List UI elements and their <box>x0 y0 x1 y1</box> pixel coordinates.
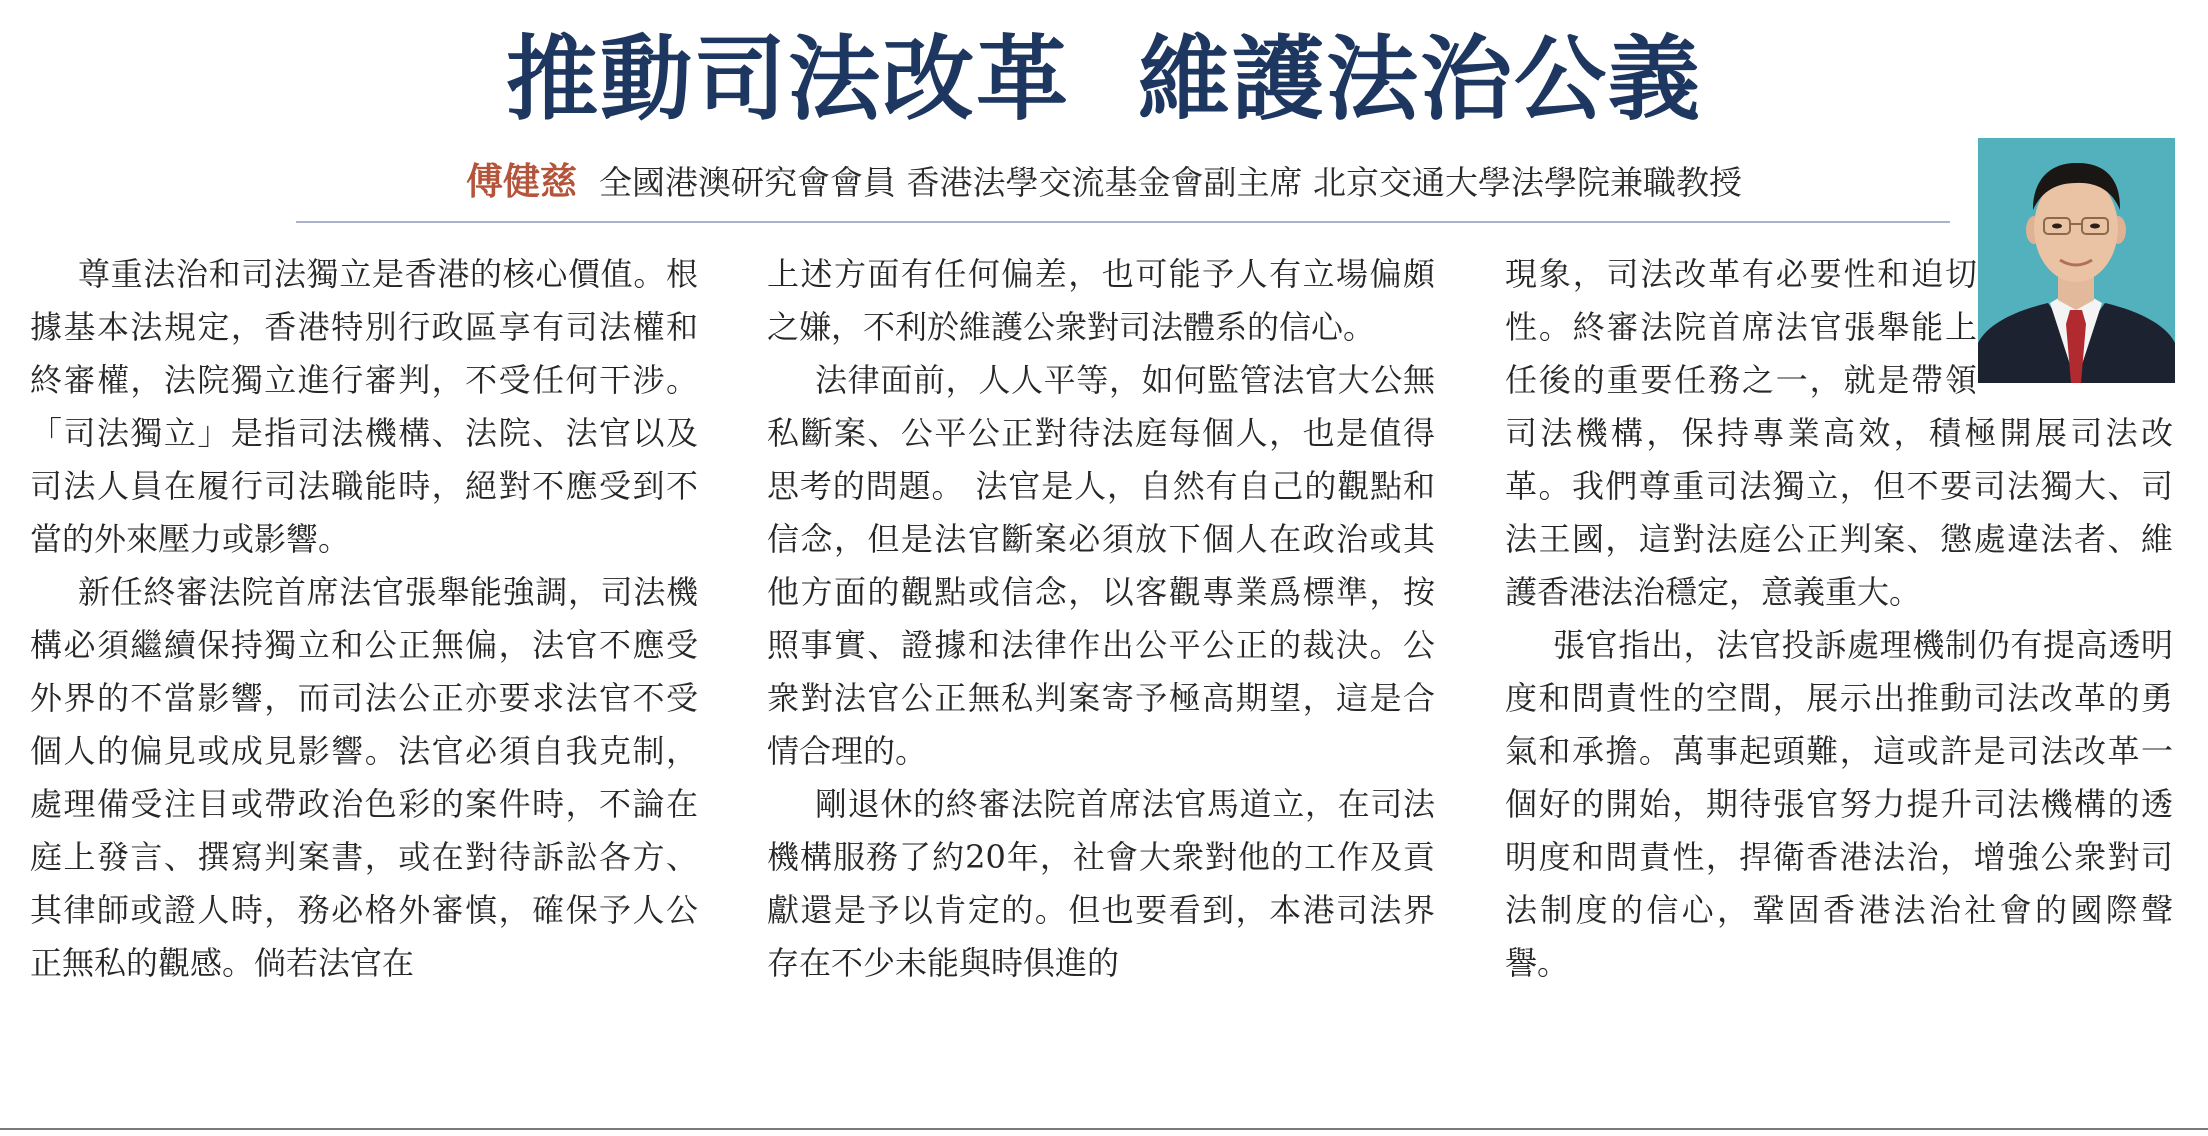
paragraph-5: 張官指出，法官投訴處理機制仍有提高透明度和問責性的空間，展示出推動司法改革的勇氣和承擔。萬事起頭難，這或許是司法改革一個好的開始，期待張官努力提升司法機構的透明度和問責性，捍衛香港法治，增強公衆對司法制度的信心，鞏固香港法治社會的國際聲譽。 <box>1505 626 2173 982</box>
paragraph-3: 法律面前，人人平等，如何監管法官大公無私斷案、公平公正對待法庭每個人，也是值得思考的問題。 法官是人，自然有自己的觀點和信念，但是法官斷案必須放下個人在政治或其他方面的觀點或信念，以客觀專業爲標準，按照事實、證據和法律作出公平公正的裁決。公衆對法官公正無私判案寄予極高期望，這是合情合理的。 <box>767 361 1435 770</box>
column-3 <box>1505 248 2173 990</box>
photo-space <box>2003 248 2200 383</box>
author-titles: 全國港澳研究會會員 香港法學交流基金會副主席 北京交通大學法學院兼職教授 <box>599 163 1742 202</box>
byline <box>0 152 2208 213</box>
headline: 推動司法改革 維護法治公義 <box>505 26 1703 133</box>
author-name: 傅健慈 <box>466 160 577 203</box>
paragraph-2: 新任終審法院首席法官張舉能強調，司法機構必須繼續保持獨立和公正無偏，法官不應受外界的不當影響，而司法公正亦要求法官不受個人的偏見或成見影響。法官必須自我克制，處理備受注目或帶政治色彩的案件時，不論在庭上發言、撰寫判案書，或在對待訴訟各方、其律師或證人時，務必格外審慎，確保予人公正無私的觀感。倘若法官在 <box>30 573 698 982</box>
paragraph-4-continued: 現象，司法改革有必要性和迫切性。終審法院首席法官張舉能上任後的重要任務之一，就是帶領司法機構，保持專業高效，積極開展司法改革。我們尊重司法獨立，但不要司法獨大、司法王國，這對法庭公正判案、懲處違法者、維護香港法治穩定，意義重大。 <box>1505 255 2173 611</box>
paragraph-2-continued: 上述方面有任何偏差，也可能予人有立場偏頗之嫌，不利於維護公衆對司法體系的信心。 <box>767 255 1435 346</box>
paragraph-4: 剛退休的終審法院首席法官馬道立，在司法機構服務了約20年，社會大衆對他的工作及貢獻還是予以肯定的。但也要看到，本港司法界存在不少未能與時俱進的 <box>767 785 1435 982</box>
column-2 <box>767 248 1435 990</box>
footer-divider <box>0 1128 2208 1130</box>
paragraph-1: 尊重法治和司法獨立是香港的核心價值。根據基本法規定，香港特別行政區享有司法權和終審權，法院獨立進行審判，不受任何干涉。「司法獨立」是指司法機構、法院、法官以及司法人員在履行司法職能時，絕對不應受到不當的外來壓力或影響。 <box>30 255 698 558</box>
column-1 <box>30 248 698 990</box>
header-divider <box>296 221 1950 223</box>
